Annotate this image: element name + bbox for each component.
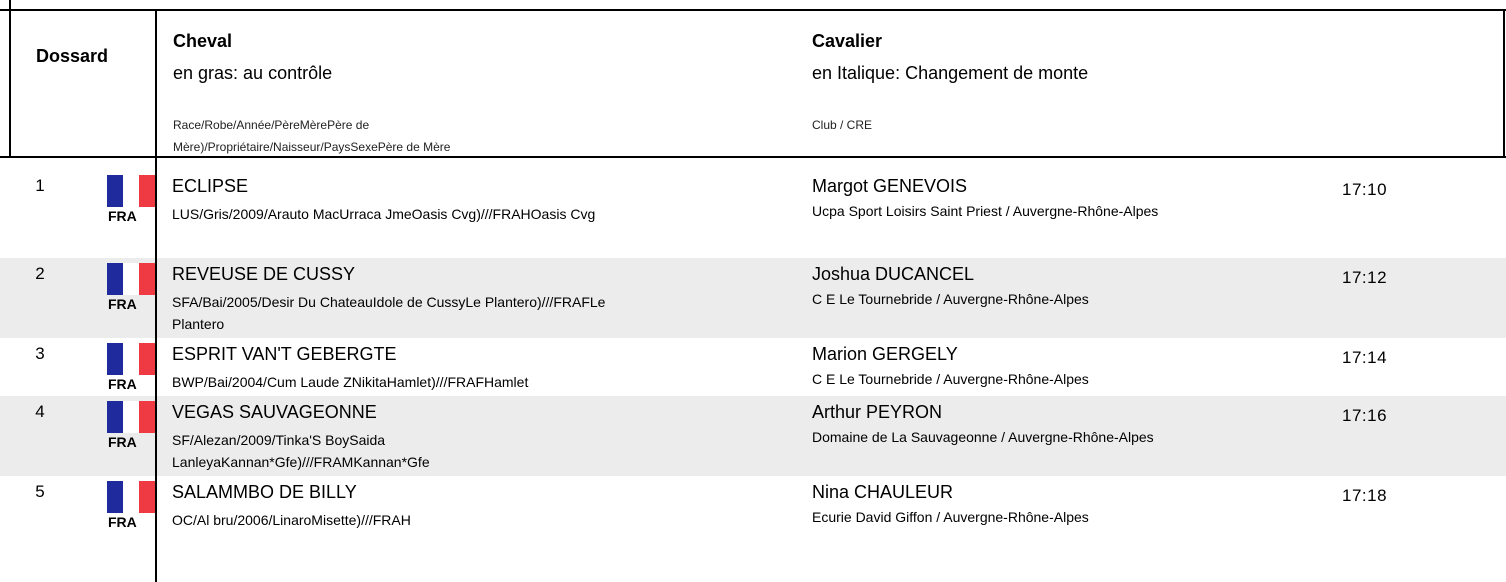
- nationality-code: FRA: [108, 514, 137, 530]
- left-border: [9, 0, 11, 158]
- horse-info: LUS/Gris/2009/Arauto MacUrraca JmeOasis Cvg)///FRAHOasis Cvg: [172, 206, 596, 222]
- horse-name: ECLIPSE: [172, 176, 249, 196]
- header-cheval-info-line2: Mère)/Propriétaire/Naisseur/PaysSexePère de Mère: [173, 140, 451, 154]
- dossard-number: 2: [35, 264, 45, 283]
- rider-name: Margot GENEVOIS: [812, 176, 968, 196]
- header-cheval-subtitle: en gras: au contrôle: [173, 63, 333, 83]
- rider-name: Marion GERGELY: [812, 344, 958, 364]
- header-cheval-info-line1: Race/Robe/Année/PèreMèrePère de: [173, 118, 370, 132]
- header-bottom-border: [0, 156, 1506, 158]
- table-row: [0, 170, 1506, 258]
- start-time: 17:10: [1342, 180, 1388, 199]
- start-time: 17:18: [1342, 486, 1388, 505]
- horse-name: ESPRIT VAN'T GEBERGTE: [172, 344, 397, 364]
- right-border: [1503, 9, 1505, 158]
- france-flag-icon: [107, 401, 155, 433]
- table-row: [0, 396, 1506, 476]
- dossard-number: 5: [35, 482, 45, 501]
- horse-name: VEGAS SAUVAGEONNE: [172, 402, 377, 422]
- france-flag-icon: [107, 263, 155, 295]
- dossard-number: 3: [35, 344, 45, 363]
- horse-info: OC/Al bru/2006/LinaroMisette)///FRAH: [172, 512, 411, 528]
- left-border-top: [9, 0, 11, 10]
- nationality-code: FRA: [108, 296, 137, 312]
- start-time: 17:12: [1342, 268, 1388, 287]
- nationality-code: FRA: [108, 434, 137, 450]
- header-cavalier: Cavalier: [812, 31, 883, 51]
- header-dossard: Dossard: [36, 46, 109, 66]
- rider-name: Joshua DUCANCEL: [812, 264, 975, 284]
- start-time: 17:16: [1342, 406, 1388, 425]
- header-cavalier-info: Club / CRE: [812, 118, 873, 132]
- horse-info: BWP/Bai/2004/Cum Laude ZNikitaHamlet)///FRAFHamlet: [172, 374, 529, 390]
- horse-info: SF/Alezan/2009/Tinka'S BoySaida LanleyaKannan*Gfe)///FRAMKannan*Gfe: [172, 432, 430, 470]
- start-time: 17:14: [1342, 348, 1388, 367]
- header-cheval: Cheval: [173, 31, 233, 51]
- rider-club: C E Le Tournebride / Auvergne-Rhône-Alpes: [812, 291, 1089, 307]
- table-row: [0, 258, 1506, 338]
- top-border: [0, 9, 1506, 11]
- rider-club: Ucpa Sport Loisirs Saint Priest / Auvergne-Rhône-Alpes: [812, 203, 1159, 219]
- horse-name: REVEUSE DE CUSSY: [172, 264, 356, 284]
- rider-club: C E Le Tournebride / Auvergne-Rhône-Alpes: [812, 371, 1089, 387]
- france-flag-icon: [107, 175, 155, 207]
- rider-club: Domaine de La Sauvageonne / Auvergne-Rhône-Alpes: [812, 429, 1154, 445]
- nationality-code: FRA: [108, 208, 137, 224]
- dossard-number: 1: [35, 176, 45, 195]
- france-flag-icon: [107, 343, 155, 375]
- horse-info: SFA/Bai/2005/Desir Du ChateauIdole de CussyLe Plantero)///FRAFLe Plantero: [172, 294, 606, 332]
- france-flag-icon: [107, 481, 155, 513]
- rider-name: Nina CHAULEUR: [812, 482, 954, 502]
- rider-club: Ecurie David Giffon / Auvergne-Rhône-Alpes: [812, 509, 1089, 525]
- table-row: [0, 476, 1506, 556]
- dossard-number: 4: [35, 402, 45, 421]
- horse-name: SALAMMBO DE BILLY: [172, 482, 357, 502]
- rider-name: Arthur PEYRON: [812, 402, 943, 422]
- column-divider: [155, 9, 157, 582]
- nationality-code: FRA: [108, 376, 137, 392]
- header-cavalier-subtitle: en Italique: Changement de monte: [812, 63, 1089, 83]
- table-row: [0, 338, 1506, 396]
